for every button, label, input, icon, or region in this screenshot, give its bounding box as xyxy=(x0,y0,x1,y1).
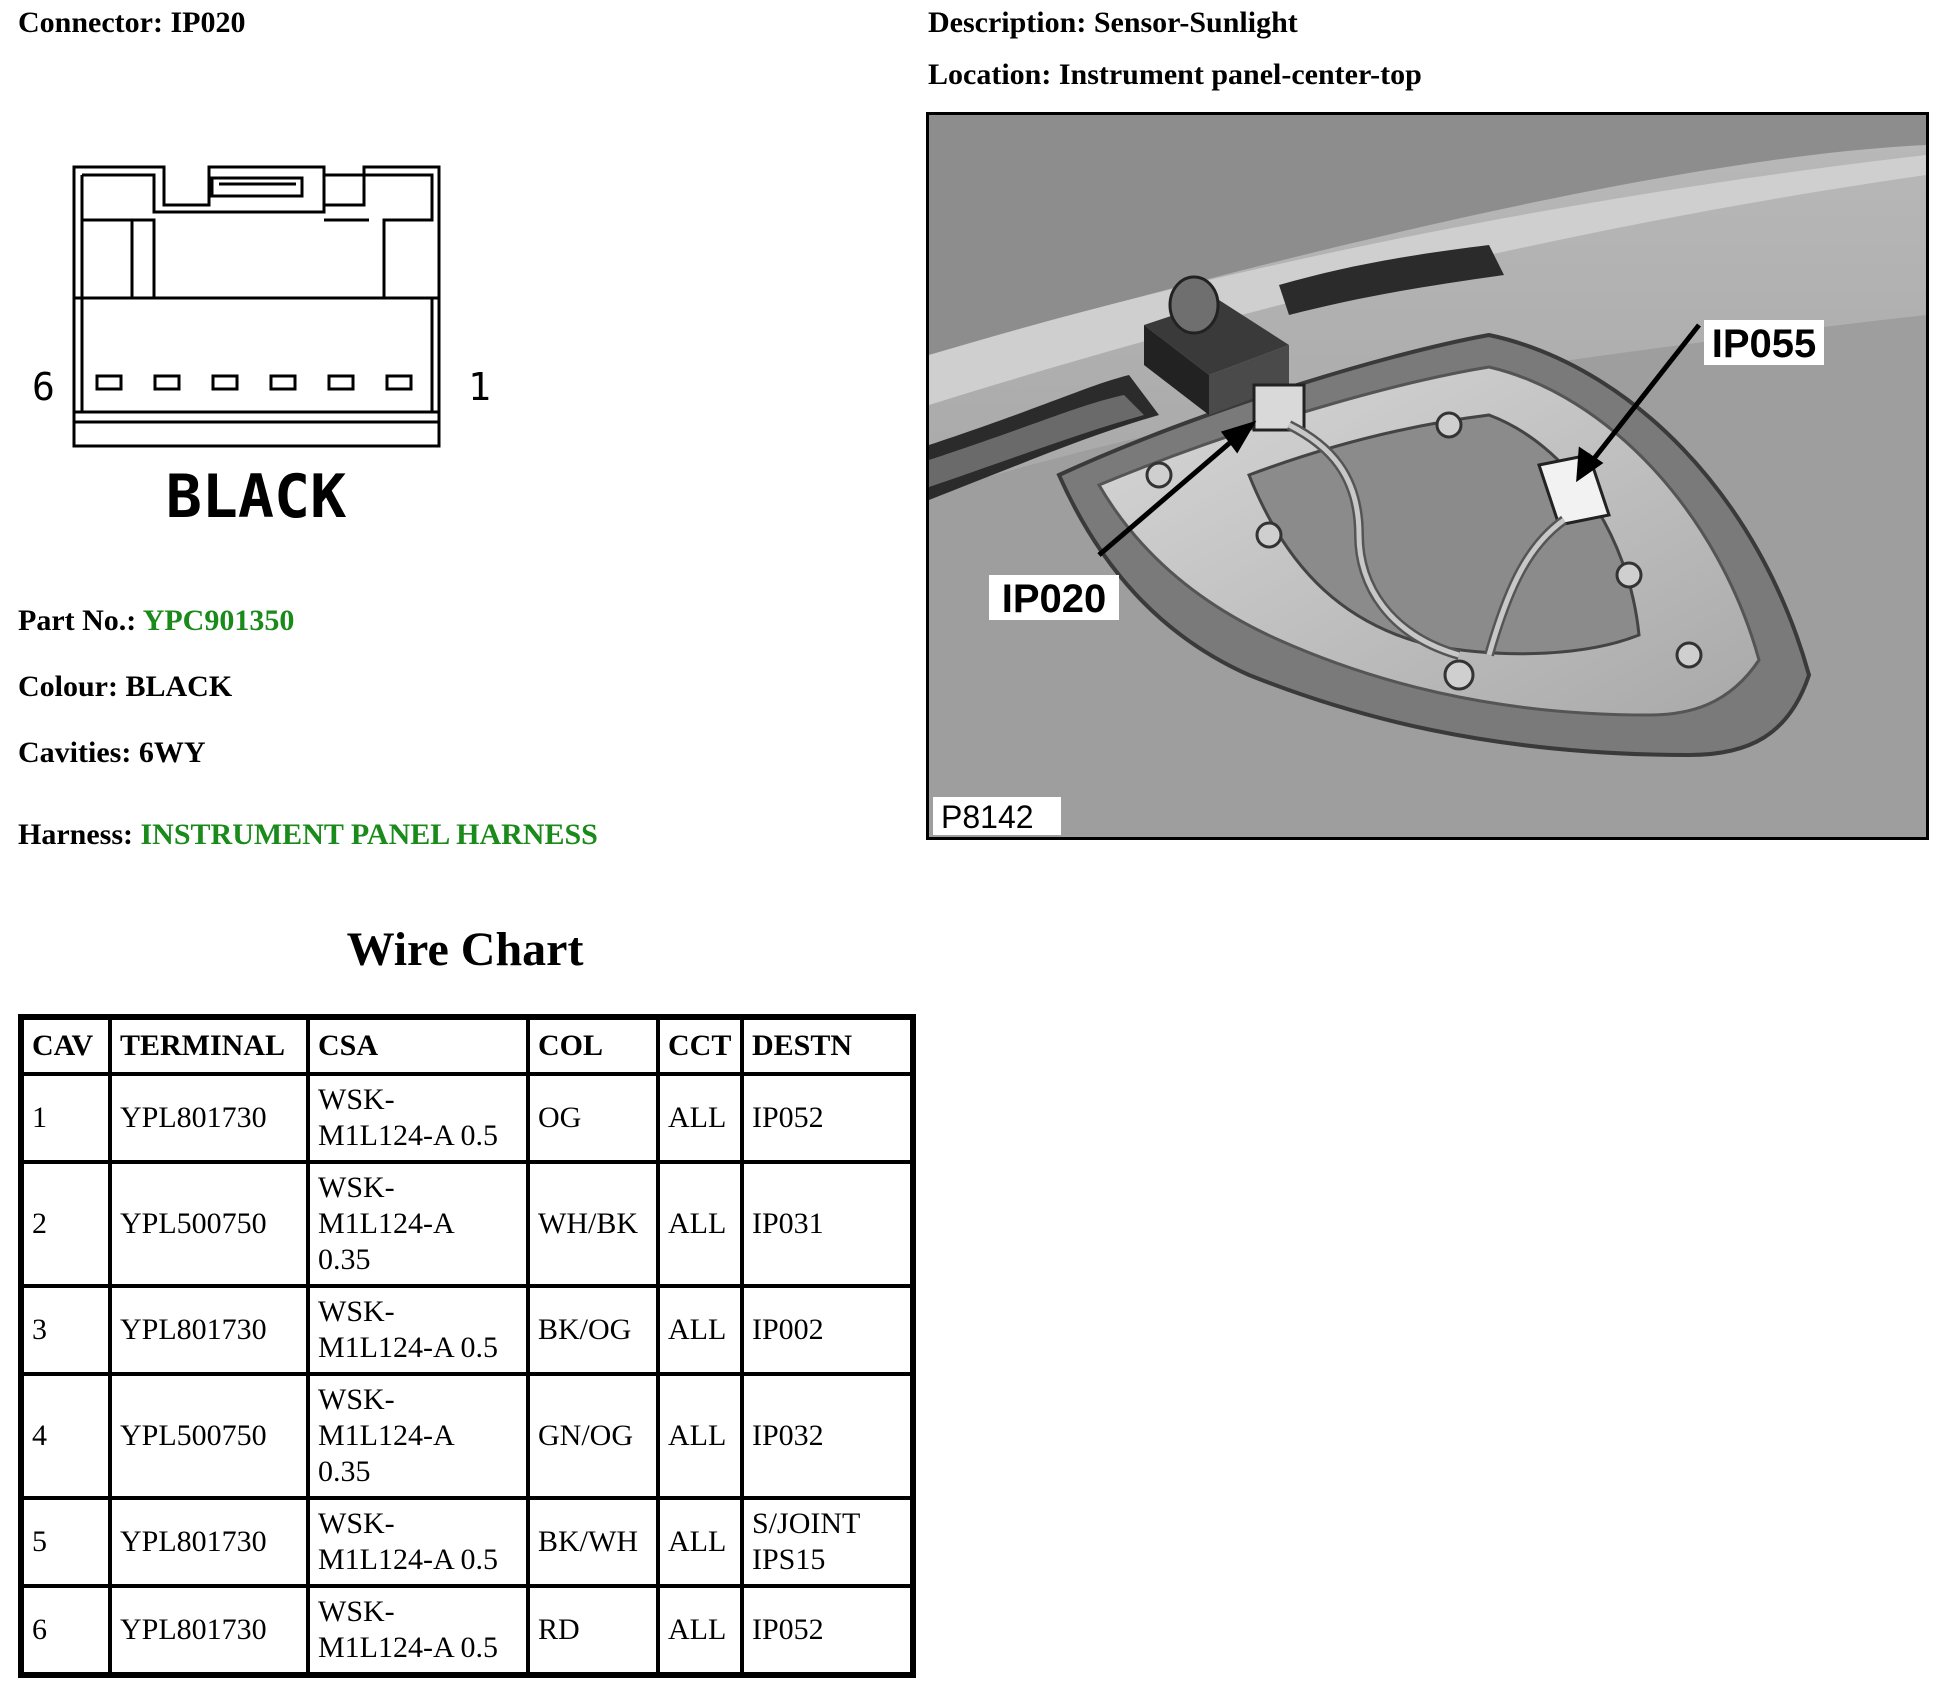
csa-line-2: M1L124-A 0.5 xyxy=(318,1543,498,1576)
colour-value: BLACK xyxy=(125,670,233,703)
cell-terminal: YPL500750 xyxy=(110,1374,308,1498)
csa-line-2: M1L124-A 0.5 xyxy=(318,1331,498,1364)
cavity-4 xyxy=(213,376,237,389)
description-label: Description: xyxy=(928,6,1087,39)
wire-chart-table xyxy=(18,1014,916,1678)
cell-destn xyxy=(742,1498,912,1586)
connector-housing-body xyxy=(74,298,439,446)
location-label: Location: xyxy=(928,58,1052,91)
connector-face-drawing xyxy=(24,150,504,540)
csa-line-2: M1L124-A xyxy=(318,1419,455,1452)
description-value: Sensor-Sunlight xyxy=(1093,6,1298,39)
cell-csa xyxy=(308,1586,528,1674)
table-row xyxy=(22,1498,912,1586)
pin-number-left: 6 xyxy=(32,365,55,409)
location-field xyxy=(928,58,1422,92)
table-row xyxy=(22,1162,912,1286)
csa-line-1: WSK- xyxy=(318,1507,395,1540)
cell-csa xyxy=(308,1374,528,1498)
part-no-field xyxy=(18,604,294,638)
callout-ip055: IP055 xyxy=(1711,322,1817,366)
cell-destn: IP032 xyxy=(742,1374,912,1498)
cavity-6 xyxy=(97,376,121,389)
header-col: COL xyxy=(528,1018,658,1074)
cell-cav: 1 xyxy=(22,1074,110,1162)
table-row xyxy=(22,1074,912,1162)
locking-tab xyxy=(212,178,302,196)
cell-cct: ALL xyxy=(658,1586,742,1674)
header-csa: CSA xyxy=(308,1018,528,1074)
cell-cav: 5 xyxy=(22,1498,110,1586)
header-terminal: TERMINAL xyxy=(110,1018,308,1074)
cavities-value: 6WY xyxy=(138,736,206,769)
connector-face-svg xyxy=(24,150,504,540)
cavities-field xyxy=(18,736,205,770)
figure-id: P8142 xyxy=(941,799,1034,835)
cell-col: BK/WH xyxy=(528,1498,658,1586)
cell-terminal: YPL801730 xyxy=(110,1586,308,1674)
connector-value: IP020 xyxy=(170,6,246,39)
csa-line-2: M1L124-A xyxy=(318,1207,455,1240)
wire-chart-header-row xyxy=(22,1018,912,1074)
cell-csa xyxy=(308,1286,528,1374)
drawing-colour-text: BLACK xyxy=(165,462,347,532)
csa-line-1: WSK- xyxy=(318,1171,395,1204)
harness-field xyxy=(18,818,598,852)
part-no-label: Part No.: xyxy=(18,604,137,637)
cell-terminal: YPL801730 xyxy=(110,1074,308,1162)
cell-cct: ALL xyxy=(658,1074,742,1162)
cell-destn: IP052 xyxy=(742,1586,912,1674)
table-row xyxy=(22,1586,912,1674)
cell-col: GN/OG xyxy=(528,1374,658,1498)
csa-line-1: WSK- xyxy=(318,1083,395,1116)
csa-line-2: M1L124-A 0.5 xyxy=(318,1631,498,1664)
cell-cav: 4 xyxy=(22,1374,110,1498)
colour-field xyxy=(18,670,232,704)
connector-label: Connector: xyxy=(18,6,163,39)
cell-destn: IP052 xyxy=(742,1074,912,1162)
cell-terminal: YPL500750 xyxy=(110,1162,308,1286)
cell-cct: ALL xyxy=(658,1286,742,1374)
destn-line-1: S/JOINT xyxy=(752,1507,861,1540)
cell-col: RD xyxy=(528,1586,658,1674)
cavity-1 xyxy=(387,376,411,389)
wire-chart-title: Wire Chart xyxy=(346,923,584,976)
header-destn: DESTN xyxy=(742,1018,912,1074)
cell-col: OG xyxy=(528,1074,658,1162)
location-photo xyxy=(926,112,1929,840)
header-cav: CAV xyxy=(22,1018,110,1074)
pin-number-right: 1 xyxy=(468,365,491,409)
csa-line-3: 0.35 xyxy=(318,1455,371,1488)
cell-cav: 2 xyxy=(22,1162,110,1286)
callout-ip020: IP020 xyxy=(1001,577,1107,621)
connector-field xyxy=(18,6,245,40)
csa-line-1: WSK- xyxy=(318,1295,395,1328)
part-no-link[interactable]: YPC901350 xyxy=(142,604,295,637)
cell-cct: ALL xyxy=(658,1162,742,1286)
csa-line-1: WSK- xyxy=(318,1383,395,1416)
location-photo-illustration xyxy=(929,115,1926,837)
csa-line-1: WSK- xyxy=(318,1595,395,1628)
table-row xyxy=(22,1374,912,1498)
cavity-2 xyxy=(329,376,353,389)
cavity-3 xyxy=(271,376,295,389)
description-field xyxy=(928,6,1298,40)
cell-cct: ALL xyxy=(658,1498,742,1586)
cell-csa xyxy=(308,1498,528,1586)
csa-line-3: 0.35 xyxy=(318,1243,371,1276)
header-cct: CCT xyxy=(658,1018,742,1074)
cell-csa xyxy=(308,1162,528,1286)
cell-destn: IP002 xyxy=(742,1286,912,1374)
location-value: Instrument panel-center-top xyxy=(1058,58,1422,91)
cell-cav: 6 xyxy=(22,1586,110,1674)
table-row xyxy=(22,1286,912,1374)
destn-line-2: IPS15 xyxy=(752,1543,826,1576)
harness-link[interactable]: INSTRUMENT PANEL HARNESS xyxy=(140,818,598,851)
harness-label: Harness: xyxy=(18,818,133,851)
cell-destn: IP031 xyxy=(742,1162,912,1286)
csa-line-2: M1L124-A 0.5 xyxy=(318,1119,498,1152)
cell-cav: 3 xyxy=(22,1286,110,1374)
cell-csa xyxy=(308,1074,528,1162)
cell-terminal: YPL801730 xyxy=(110,1498,308,1586)
cavity-5 xyxy=(155,376,179,389)
colour-label: Colour: xyxy=(18,670,118,703)
cell-terminal: YPL801730 xyxy=(110,1286,308,1374)
cell-cct: ALL xyxy=(658,1374,742,1498)
cavities-label: Cavities: xyxy=(18,736,132,769)
cell-col: BK/OG xyxy=(528,1286,658,1374)
cell-col: WH/BK xyxy=(528,1162,658,1286)
